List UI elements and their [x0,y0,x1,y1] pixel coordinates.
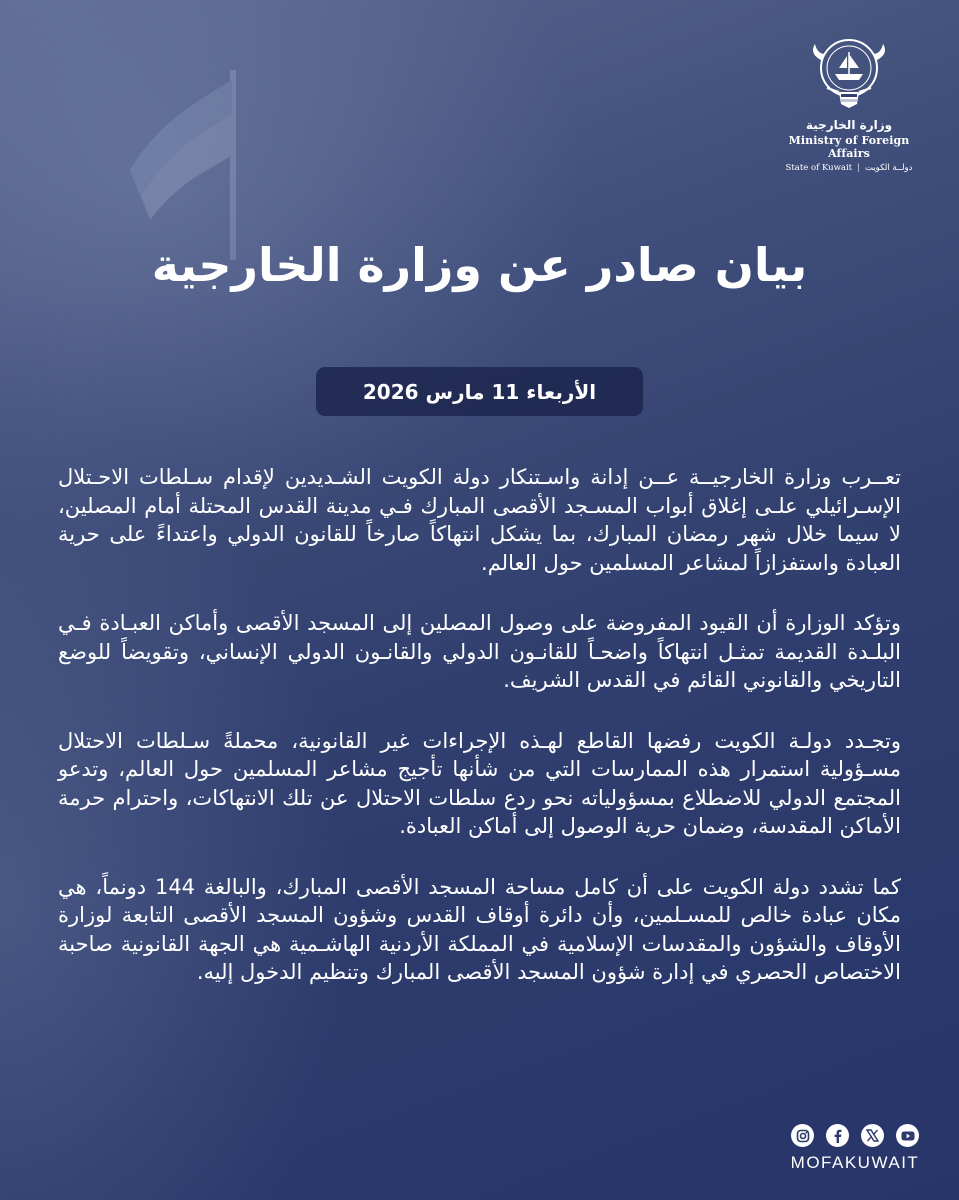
state-name-english: State of Kuwait [785,163,853,173]
state-name-arabic: دولــة الكويت [864,163,913,173]
statement-paragraph: كما تشدد دولة الكويت على أن كامل مساحة المسجد الأقصى المبارك، والبالغة 144 دونماً، هي مكان عبادة خالص للمسـلمين، وأن دائرة أوقاف القدس وشؤون المسجد الأقصى التابعة لوزارة الأوقاف والشؤون والمقدسات الإسلامية في المملكة الأردنية الهاشـمية هي الجهة القانونية صاحبة الاختصاص الحصري في إدارة شؤون المسجد الأقصى المبارك وتنظيم الدخول إليه. [58,874,901,984]
date-badge [316,367,643,416]
date-text: الأربعاء 11 مارس 2026 [362,379,597,404]
youtube-icon[interactable] [896,1124,919,1147]
kuwait-emblem-icon [809,30,889,110]
statement-paragraph: وتجـدد دولـة الكويت رفضها القاطع لهـذه الإجراءات غير القانونية، محملةً سـلطات الاحتلال مسـؤولية استمرار هذه الممارسات التي من شأنها تأجيج مشاعر المسلمين حول العالم، وتدعو المجتمع الدولي للاضطلاع بمسؤولياته نحو ردع سلطات الاحتلال عن تلك الانتهاكات، واحترام حرمة الأماكن المقدسة، وضمان حرية الوصول إلى أماكن العبادة. [58,728,901,838]
statement-paragraph: تعــرب وزارة الخارجيــة عــن إدانة واسـتنكار دولة الكويت الشـديدين لإقدام سـلطات الاحـتلال الإسـرائيلي علـى إغلاق أبواب المسـجد الأقصى المبارك فـي مدينة القدس المحتلة أمام المصلين، لا سيما خلال شهر رمضان المبارك، بما يشكل انتهاكاً صارخاً للقانون الدولي واعتداءً على حرية العبادة واستفزازاً لمشاعر المسلمين حول العالم. [58,465,901,575]
facebook-icon[interactable] [826,1124,849,1147]
statement-paragraph: وتؤكد الوزارة أن القيود المفروضة على وصول المصلين إلى المسجد الأقصى وأماكن العبـادة فـي البلـدة القديمة تمثـل انتهاكاً واضحـاً للقانـون الدولي والقانـون الدولي الإنساني، وتقويضاً للوضع التاريخي والقانوني القائم في القدس الشريف. [58,611,901,692]
instagram-icon[interactable] [791,1124,814,1147]
social-icons-row [785,1124,925,1147]
statement-body [58,463,901,1019]
ministry-logo-block [769,30,929,173]
ministry-name-arabic: وزارة الخارجية [805,118,893,132]
x-icon[interactable] [861,1124,884,1147]
background-flag-image [120,60,280,260]
state-separator: | [857,163,860,173]
social-handle: MOFAKUWAIT [790,1153,920,1172]
social-footer [785,1124,925,1173]
statement-title: بيان صادر عن وزارة الخارجية [151,238,808,292]
ministry-name-english: Ministry of Foreign Affairs [788,134,910,160]
state-line [769,163,929,173]
